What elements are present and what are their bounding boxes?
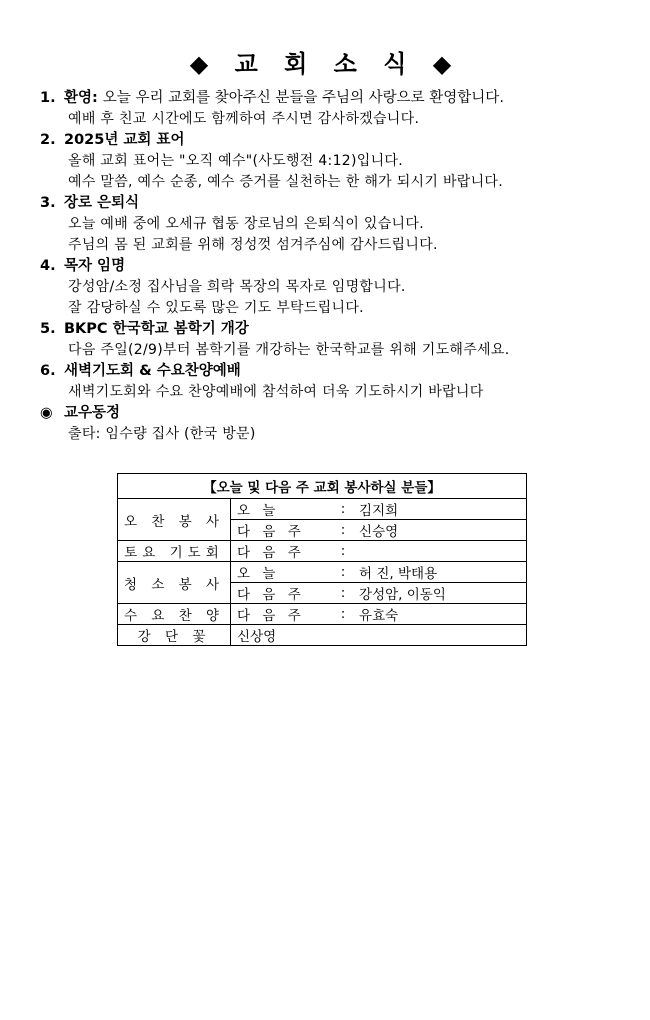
item-line: 강성암/소정 집사님을 희락 목장의 목자로 임명합니다.	[68, 279, 406, 295]
role-altar-flowers: 강 단 꽃	[118, 625, 231, 646]
news-item-korean-school	[40, 319, 640, 361]
day-today: 오 늘	[231, 499, 334, 520]
saturday-next-value	[353, 541, 526, 562]
item-heading: 환영:	[64, 90, 98, 106]
role-lunch-service: 오 찬 봉 사	[118, 499, 231, 541]
item-number: 2.	[40, 132, 56, 148]
item-line: 예배 후 친교 시간에도 함께하여 주시면 감사하겠습니다.	[68, 111, 420, 127]
item-heading: BKPC 한국학교 봄학기 개강	[64, 321, 249, 337]
item-heading: 장로 은퇴식	[64, 195, 140, 211]
service-table	[117, 473, 527, 646]
cleaning-today-value: 허 진, 박태용	[353, 562, 526, 583]
day-next: 다 음 주	[231, 520, 334, 541]
colon: :	[333, 604, 353, 625]
item-line: 오늘 예배 중에 오세규 협동 장로님의 은퇴식이 있습니다.	[68, 216, 424, 232]
news-item-retirement	[40, 193, 640, 256]
role-wednesday-praise: 수 요 찬 양	[118, 604, 231, 625]
item-heading: 새벽기도회 & 수요찬양예배	[64, 363, 241, 379]
colon: :	[333, 562, 353, 583]
news-item-motto	[40, 130, 640, 193]
item-line: 잘 감당하실 수 있도록 많은 기도 부탁드립니다.	[68, 300, 364, 316]
item-number: 3.	[40, 195, 56, 211]
wednesday-next-value: 유효숙	[353, 604, 526, 625]
colon: :	[333, 520, 353, 541]
colon: :	[333, 583, 353, 604]
item-line: 주님의 몸 된 교회를 위해 정성껏 섬겨주심에 감사드립니다.	[68, 237, 438, 253]
role-saturday-prayer: 토요 기도회	[118, 541, 231, 562]
news-item-welcome	[40, 88, 640, 130]
item-line: 새벽기도회와 수요 찬양예배에 참석하여 더욱 기도하시기 바랍니다	[68, 384, 484, 400]
item-line: 출타: 임수량 집사 (한국 방문)	[68, 426, 256, 442]
colon: :	[333, 541, 353, 562]
lunch-next-value: 신승영	[353, 520, 526, 541]
item-line: 예수 말씀, 예수 순종, 예수 증거를 실천하는 한 해가 되시기 바랍니다.	[68, 174, 503, 190]
day-today: 오 늘	[231, 562, 334, 583]
item-number: 1.	[40, 90, 56, 106]
item-number: 5.	[40, 321, 56, 337]
cleaning-next-value: 강성암, 이동익	[353, 583, 526, 604]
altar-flowers-value: 신상영	[231, 625, 527, 646]
news-item-members	[40, 403, 640, 445]
item-number: 4.	[40, 258, 56, 274]
item-line: 다음 주일(2/9)부터 봄학기를 개강하는 한국학교를 위해 기도해주세요.	[68, 342, 510, 358]
item-inline-text: 오늘 우리 교회를 찾아주신 분들을 주님의 사랑으로 환영합니다.	[102, 90, 504, 106]
item-heading: 교우동정	[64, 405, 121, 421]
day-next: 다 음 주	[231, 541, 334, 562]
service-table-header: 【오늘 및 다음 주 교회 봉사하실 분들】	[118, 474, 527, 499]
page-title: ◆ 교 회 소 식 ◆	[189, 50, 461, 78]
colon: :	[333, 499, 353, 520]
day-next: 다 음 주	[231, 604, 334, 625]
radio-bullet-icon: ◉	[40, 405, 53, 421]
lunch-today-value: 김지희	[353, 499, 526, 520]
item-number: 6.	[40, 363, 56, 379]
news-item-appointment	[40, 256, 640, 319]
day-next: 다 음 주	[231, 583, 334, 604]
item-heading: 2025년 교회 표어	[64, 132, 185, 148]
item-heading: 목자 임명	[64, 258, 126, 274]
news-list	[40, 88, 640, 445]
item-line: 올해 교회 표어는 "오직 예수"(사도행전 4:12)입니다.	[68, 153, 403, 169]
news-item-prayer	[40, 361, 640, 403]
role-cleaning-service: 청 소 봉 사	[118, 562, 231, 604]
